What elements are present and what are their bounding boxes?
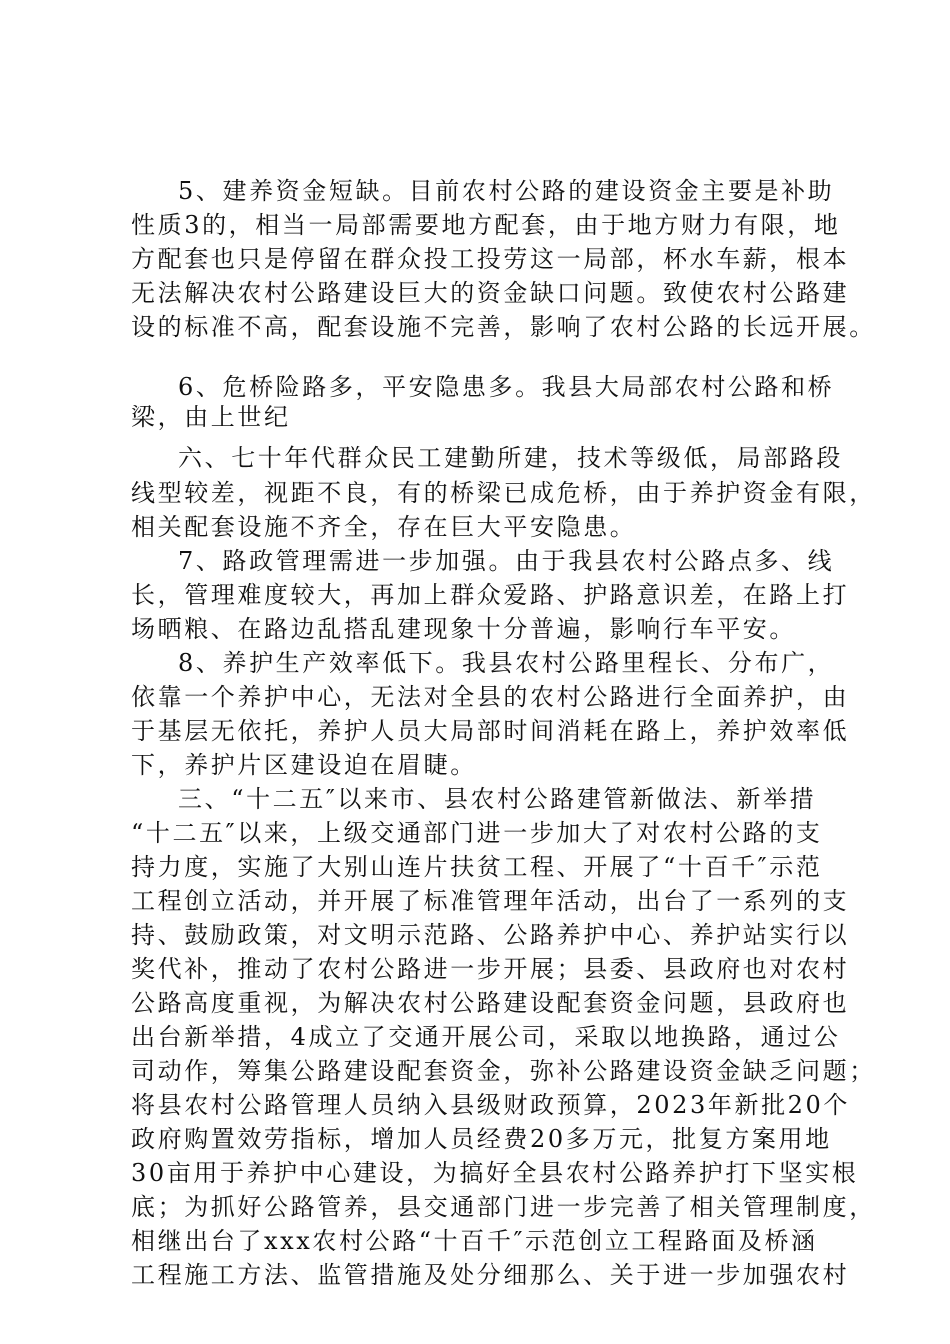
paragraph-5-line-5: 设的标准不高，配套设施不完善，影响了农村公路的长远开展。 [131,313,876,341]
section-3-line-3: 工程创立活动，并开展了标准管理年活动，出台了一系列的支 [131,887,850,915]
paragraph-6-line-3: 六、七十年代群众民工建勤所建，技术等级低，局部路段 [178,444,843,472]
paragraph-7-line-2: 长，管理难度较大，再加上群众爱路、护路意识差，在路上打 [131,581,850,609]
section-3-line-13: 相继出台了xxx农村公路“十百千″示范创立工程路面及桥涵 [131,1227,818,1255]
paragraph-6-line-4: 线型较差，视距不良，有的桥梁已成危桥，由于养护资金有限， [131,479,876,507]
section-3-line-4: 持、鼓励政策，对文明示范路、公路养护中心、养护站实行以 [131,921,850,949]
section-3-line-7: 出台新举措，4成立了交通开展公司，采取以地换路，通过公 [131,1023,841,1051]
paragraph-6-line-5: 相关配套设施不齐全，存在巨大平安隐患。 [131,513,637,541]
paragraph-5-line-4: 无法解决农村公路建设巨大的资金缺口问题。致使农村公路建 [131,279,850,307]
section-3-line-9: 将县农村公路管理人员纳入县级财政预算，2023年新批20个 [131,1091,851,1119]
section-3-line-14: 工程施工方法、监管措施及处分细那么、关于进一步加强农村 [131,1261,850,1289]
section-3-line-12: 底；为抓好公路管养，县交通部门进一步完善了相关管理制度， [131,1193,876,1221]
section-3-line-8: 司动作，筹集公路建设配套资金，弥补公路建设资金缺乏问题； [131,1057,876,1085]
paragraph-7-line-1: 7、路政管理需进一步加强。由于我县农村公路点多、线 [178,547,835,575]
section-3-line-5: 奖代补，推动了农村公路进一步开展；县委、县政府也对农村 [131,955,850,983]
paragraph-8-line-3: 于基层无依托，养护人员大局部时间消耗在路上，养护效率低 [131,717,850,745]
paragraph-5-line-1: 5、建养资金短缺。目前农村公路的建设资金主要是补助 [178,177,835,205]
paragraph-6-line-1: 6、危桥险路多，平安隐患多。我县大局部农村公路和桥 [178,373,835,401]
section-3-line-6: 公路高度重视，为解决农村公路建设配套资金问题，县政府也 [131,989,850,1017]
section-3-line-11: 30亩用于养护中心建设，为搞好全县农村公路养护打下坚实根 [131,1159,859,1187]
paragraph-5-line-2: 性质3的，相当一局部需要地方配套，由于地方财力有限，地 [131,211,841,239]
paragraph-8-line-4: 下，养护片区建设迫在眉睫。 [131,751,477,779]
section-3-line-1: “十二五″以来，上级交通部门进一步加大了对农村公路的支 [131,819,823,847]
paragraph-6-line-2: 梁，由上世纪 [131,403,291,431]
section-3-line-10: 政府购置效劳指标，增加人员经费20多万元，批复方案用地 [131,1125,832,1153]
paragraph-8-line-1: 8、养护生产效率低下。我县农村公路里程长、分布广， [178,649,835,677]
paragraph-8-line-2: 依靠一个养护中心，无法对全县的农村公路进行全面养护，由 [131,683,850,711]
section-3-line-2: 持力度，实施了大别山连片扶贫工程、开展了“十百千″示范 [131,853,823,881]
section-heading-3: 三、“十二五″以来市、县农村公路建管新做法、新举措 [178,785,817,813]
paragraph-5-line-3: 方配套也只是停留在群众投工投劳这一局部，杯水车薪，根本 [131,245,850,273]
paragraph-7-line-3: 场晒粮、在路边乱搭乱建现象十分普遍，影响行车平安。 [131,615,796,643]
